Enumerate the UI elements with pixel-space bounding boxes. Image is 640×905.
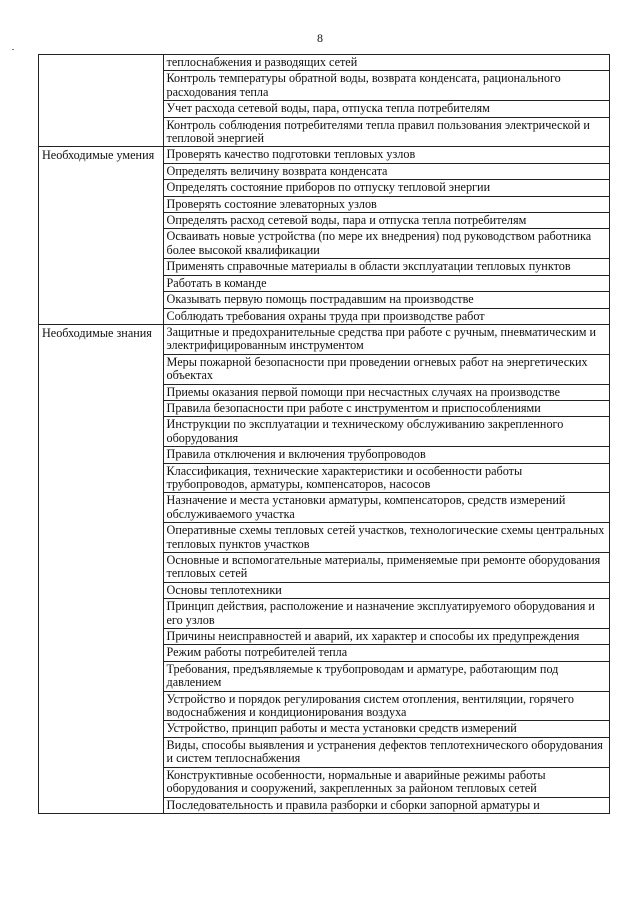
knowledge-item-cell [163, 629, 609, 645]
knowledge-item: Требования, предъявляемые к трубопроводам и арматуре, работающим под давлением [166, 661, 559, 690]
skills-label: Необходимые умения [42, 148, 155, 163]
skills-item: Соблюдать требования охраны труда при производстве работ [166, 308, 485, 323]
skills-item: Работать в команде [166, 275, 267, 290]
table-body [39, 55, 610, 814]
knowledge-item: Основы теплотехники [166, 582, 282, 597]
skills-item-cell [163, 292, 609, 308]
skills-item-cell [163, 213, 609, 229]
continuation-item: Контроль соблюдения потребителями тепла правил пользования электрической и тепловой энергией [166, 117, 590, 146]
table-row [39, 324, 610, 354]
skills-item: Осваивать новые устройства (по мере их внедрения) под руководством работника более высокой квалификации [166, 229, 592, 257]
skills-item-cell [163, 196, 609, 212]
skills-item: Оказывать первую помощь пострадавшим на производстве [166, 292, 474, 307]
skills-item-cell [163, 308, 609, 324]
knowledge-item-cell [163, 582, 609, 598]
skills-item: Применять справочные материалы в области эксплуатации тепловых пунктов [166, 259, 571, 274]
knowledge-label: Необходимые знания [42, 325, 152, 340]
knowledge-item-cell [163, 691, 609, 721]
knowledge-item: Причины неисправностей и аварий, их характер и способы их предупреждения [166, 629, 580, 644]
knowledge-item-cell [163, 523, 609, 553]
knowledge-item: Последовательность и правила разборки и сборки запорной арматуры и [166, 797, 540, 812]
knowledge-item-cell [163, 354, 609, 384]
knowledge-item: Защитные и предохранительные средства при работе с ручным, пневматическим и электрифицированным инструментом [166, 324, 597, 353]
knowledge-item: Устройство, принцип работы и места установки средств измерений [166, 721, 517, 736]
knowledge-item-cell [163, 400, 609, 416]
knowledge-item-cell [163, 721, 609, 737]
continuation-item: Учет расхода сетевой воды, пара, отпуска тепла потребителям [166, 101, 490, 116]
table-row [39, 147, 610, 163]
skills-item-cell [163, 229, 609, 259]
knowledge-item: Меры пожарной безопасности при проведении огневых работ на энергетических объектах [166, 354, 588, 383]
knowledge-item-cell [163, 384, 609, 400]
knowledge-item-cell [163, 553, 609, 583]
knowledge-item: Виды, способы выявления и устранения дефектов теплотехнического оборудования и систем теплоснабжения [166, 737, 603, 766]
continuation-item: теплоснабжения и разводящих сетей [166, 55, 358, 69]
knowledge-item-cell [163, 463, 609, 493]
knowledge-item-cell [163, 737, 609, 767]
knowledge-item: Классификация, технические характеристики и особенности работы трубопроводов, арматуры, компенсаторов, насосов [166, 463, 523, 491]
knowledge-item: Правила отключения и включения трубопроводов [166, 447, 426, 462]
skills-label-cell [39, 147, 164, 324]
knowledge-item: Инструкции по эксплуатации и техническому обслуживанию закрепленного оборудования [166, 417, 564, 445]
skills-item-cell [163, 180, 609, 196]
table-row [39, 55, 610, 71]
requirements-table [38, 54, 610, 814]
continuation-item: Контроль температуры обратной воды, возврата конденсата, рационального расходования тепла [166, 71, 561, 99]
skills-item: Проверять состояние элеваторных узлов [166, 196, 377, 211]
knowledge-item-cell [163, 645, 609, 661]
continuation-item-cell [163, 55, 609, 71]
continuation-item-cell [163, 71, 609, 101]
knowledge-item: Приемы оказания первой помощи при несчастных случаях на производстве [166, 384, 561, 399]
skills-item: Определять состояние приборов по отпуску тепловой энергии [166, 180, 491, 195]
knowledge-item: Конструктивные особенности, нормальные и аварийные режимы работы оборудования и сооружений, закрепленных за районом тепловых сетей [166, 767, 546, 796]
knowledge-label-cell [39, 324, 164, 813]
knowledge-item: Принцип действия, расположение и назначение эксплуатируемого оборудования и его узлов [166, 599, 595, 627]
skills-item-cell [163, 259, 609, 275]
knowledge-item: Правила безопасности при работе с инструментом и приспособлениями [166, 400, 541, 415]
knowledge-item-cell [163, 767, 609, 797]
knowledge-item: Назначение и места установки арматуры, компенсаторов, средств измерений обслуживаемого участка [166, 493, 566, 521]
knowledge-item: Основные и вспомогательные материалы, применяемые при ремонте оборудования тепловых сетей [166, 553, 601, 581]
knowledge-item-cell [163, 447, 609, 463]
skills-item: Проверять качество подготовки тепловых узлов [166, 147, 416, 162]
knowledge-item-cell [163, 797, 609, 813]
skills-item-cell [163, 147, 609, 163]
knowledge-item-cell [163, 324, 609, 354]
skills-item-cell [163, 275, 609, 291]
knowledge-item-cell [163, 417, 609, 447]
page-number: 8 [317, 31, 323, 45]
knowledge-item-cell [163, 661, 609, 691]
knowledge-item: Режим работы потребителей тепла [166, 645, 348, 660]
continuation-item-cell [163, 101, 609, 117]
knowledge-item-cell [163, 599, 609, 629]
continuation-item-cell [163, 117, 609, 147]
continuation-label-cell [39, 55, 164, 147]
skills-item-cell [163, 163, 609, 179]
knowledge-item: Устройство и порядок регулирования систем отопления, вентиляции, горячего водоснабжения и кондиционирования воздуха [166, 691, 574, 720]
knowledge-item-cell [163, 493, 609, 523]
scan-artifact [12, 49, 14, 50]
skills-item: Определять величину возврата конденсата [166, 163, 388, 178]
skills-item: Определять расход сетевой воды, пара и отпуска тепла потребителям [166, 213, 527, 228]
knowledge-item: Оперативные схемы тепловых сетей участков, технологические схемы центральных тепловых пунктов участков [166, 523, 605, 551]
